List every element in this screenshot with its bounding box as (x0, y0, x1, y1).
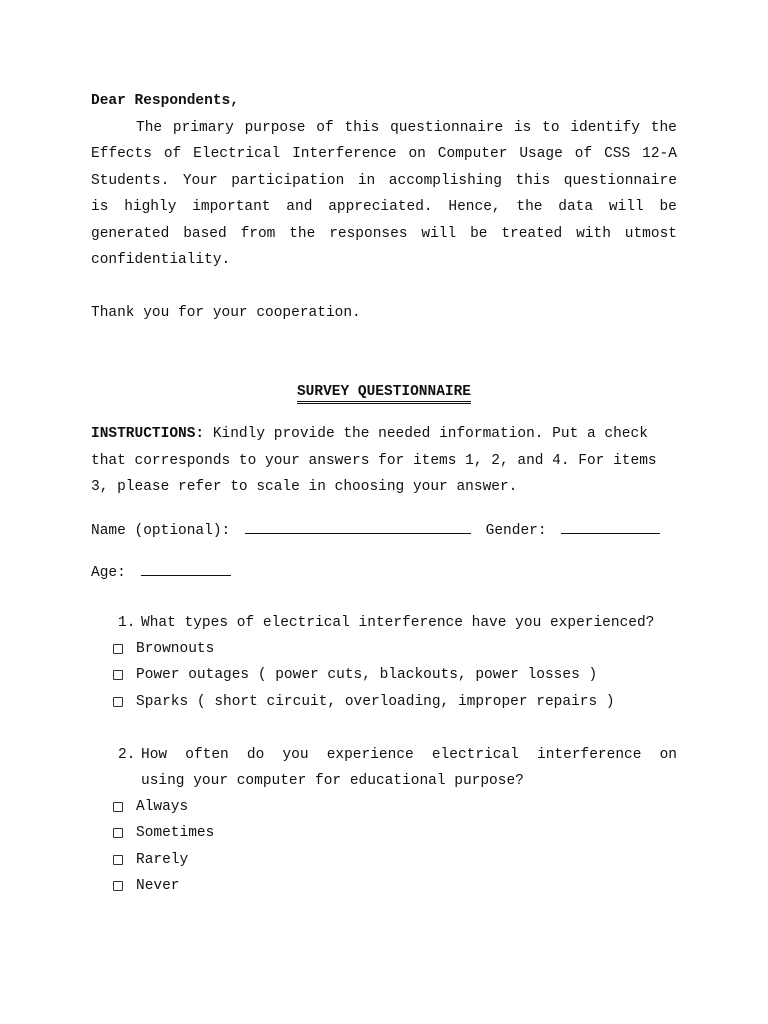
age-label: Age: (91, 565, 126, 581)
question-2-word: do (246, 747, 265, 763)
question-2-number: 2. (118, 747, 136, 763)
name-label: Name (optional): (91, 523, 231, 539)
age-field-row (91, 563, 231, 581)
letter-line-5-word: will (421, 226, 457, 242)
letter-line-4-word: will (608, 199, 644, 215)
name-field-row (91, 521, 660, 539)
question-2-word: electrical (431, 747, 519, 763)
letter-line-2-word: on (408, 146, 426, 162)
letter-line-3-word: accomplishing (388, 173, 502, 189)
age-blank[interactable] (141, 563, 231, 576)
letter-line-2 (91, 146, 677, 162)
thanks-text: Thank you for your cooperation. (91, 305, 361, 321)
letter-line-2-word: Effects (91, 146, 152, 162)
instructions-text-1: Kindly provide the needed information. Put a check (204, 426, 648, 442)
question-2-word: you (282, 747, 309, 763)
letter-line-2-word: Interference (292, 146, 397, 162)
letter-line-3-word: participation (231, 173, 345, 189)
letter-line-1-word: identify (570, 120, 640, 136)
letter-line-3-word: questionnaire (563, 173, 677, 189)
question-1-number: 1. (118, 615, 136, 631)
letter-line-2-word: 12-A (642, 146, 677, 162)
letter-line-5-word: based (183, 226, 227, 242)
question-2-word: How (141, 747, 168, 763)
question-2-word: interference (537, 747, 642, 763)
checkbox-always[interactable] (113, 802, 123, 812)
letter-line-5 (91, 226, 677, 242)
question-2-word: experience (326, 747, 414, 763)
checkbox-sparks[interactable] (113, 697, 123, 707)
letter-line-4-word: Hence, (448, 199, 501, 215)
survey-title (0, 384, 768, 400)
checkbox-brownouts[interactable] (113, 644, 123, 654)
letter-line-3-word: in (357, 173, 376, 189)
survey-title-text: SURVEY QUESTIONNAIRE (297, 384, 471, 404)
letter-line-4-word: data (558, 199, 594, 215)
letter-line-5-word: be (470, 226, 488, 242)
letter-line-2-word: Usage (519, 146, 563, 162)
question-2-word: on (659, 747, 677, 763)
letter-line-4-word: the (516, 199, 543, 215)
letter-line-4-word: is (91, 199, 109, 215)
letter-line-4-word: appreciated. (328, 199, 433, 215)
salutation: Dear Respondents, (91, 93, 239, 109)
option-power-outages: Power outages ( power cuts, blackouts, power losses ) (136, 667, 598, 683)
option-always: Always (136, 799, 189, 815)
letter-line-1-word: this (344, 120, 380, 136)
letter-line-2-word: of (163, 146, 182, 162)
letter-line-3 (91, 173, 677, 189)
letter-line-1-word: primary (172, 120, 234, 136)
letter-line-5-word: the (289, 226, 316, 242)
option-rarely: Rarely (136, 852, 189, 868)
instructions-label: INSTRUCTIONS: (91, 426, 205, 442)
question-2-text-line-2: using your computer for educational purpose? (141, 773, 524, 789)
letter-line-2-word: CSS (604, 146, 631, 162)
question-2-text-line-1 (141, 747, 677, 763)
letter-line-1-word: The (136, 120, 163, 136)
question-1-text: What types of electrical interference have you experienced? (141, 615, 655, 631)
name-blank[interactable] (245, 521, 471, 534)
gender-label: Gender: (485, 523, 547, 539)
letter-line-3-word: this (515, 173, 551, 189)
letter-line-1 (136, 120, 677, 136)
checkbox-power-outages[interactable] (113, 670, 123, 680)
letter-line-1-word: purpose (244, 120, 306, 136)
instructions-line-3: 3, please refer to scale in choosing your answer. (91, 479, 518, 495)
gender-blank[interactable] (561, 521, 660, 534)
option-sometimes: Sometimes (136, 825, 215, 841)
letter-line-5-word: utmost (624, 226, 677, 242)
letter-line-4-word: important (192, 199, 271, 215)
checkbox-sometimes[interactable] (113, 828, 123, 838)
letter-line-2-word: Electrical (193, 146, 281, 162)
checkbox-never[interactable] (113, 881, 123, 891)
letter-line-5-word: from (240, 226, 276, 242)
letter-line-1-word: the (650, 120, 677, 136)
letter-line-4-word: be (659, 199, 677, 215)
letter-line-1-word: of (316, 120, 334, 136)
letter-line-5-word: with (576, 226, 611, 242)
letter-line-2-word: of (574, 146, 593, 162)
instructions-line-1 (91, 426, 648, 442)
letter-line-3-word: Your (182, 173, 218, 189)
letter-line-6: confidentiality. (91, 252, 231, 268)
option-brownouts: Brownouts (136, 641, 215, 657)
letter-line-5-word: generated (91, 226, 170, 242)
letter-line-4-word: and (286, 199, 313, 215)
letter-line-1-word: is (513, 120, 532, 136)
checkbox-rarely[interactable] (113, 855, 123, 865)
letter-line-4-word: highly (124, 199, 177, 215)
letter-line-1-word: to (542, 120, 560, 136)
option-never: Never (136, 878, 180, 894)
letter-line-2-word: Computer (437, 146, 508, 162)
letter-line-5-word: treated (501, 226, 563, 242)
option-sparks: Sparks ( short circuit, overloading, improper repairs ) (136, 694, 615, 710)
letter-line-5-word: responses (329, 226, 408, 242)
question-2-word: often (185, 747, 229, 763)
letter-line-4 (91, 199, 677, 215)
letter-line-1-word: questionnaire (390, 120, 504, 136)
letter-line-3-word: Students. (91, 173, 170, 189)
instructions-line-2: that corresponds to your answers for items 1, 2, and 4. For items (91, 453, 657, 469)
